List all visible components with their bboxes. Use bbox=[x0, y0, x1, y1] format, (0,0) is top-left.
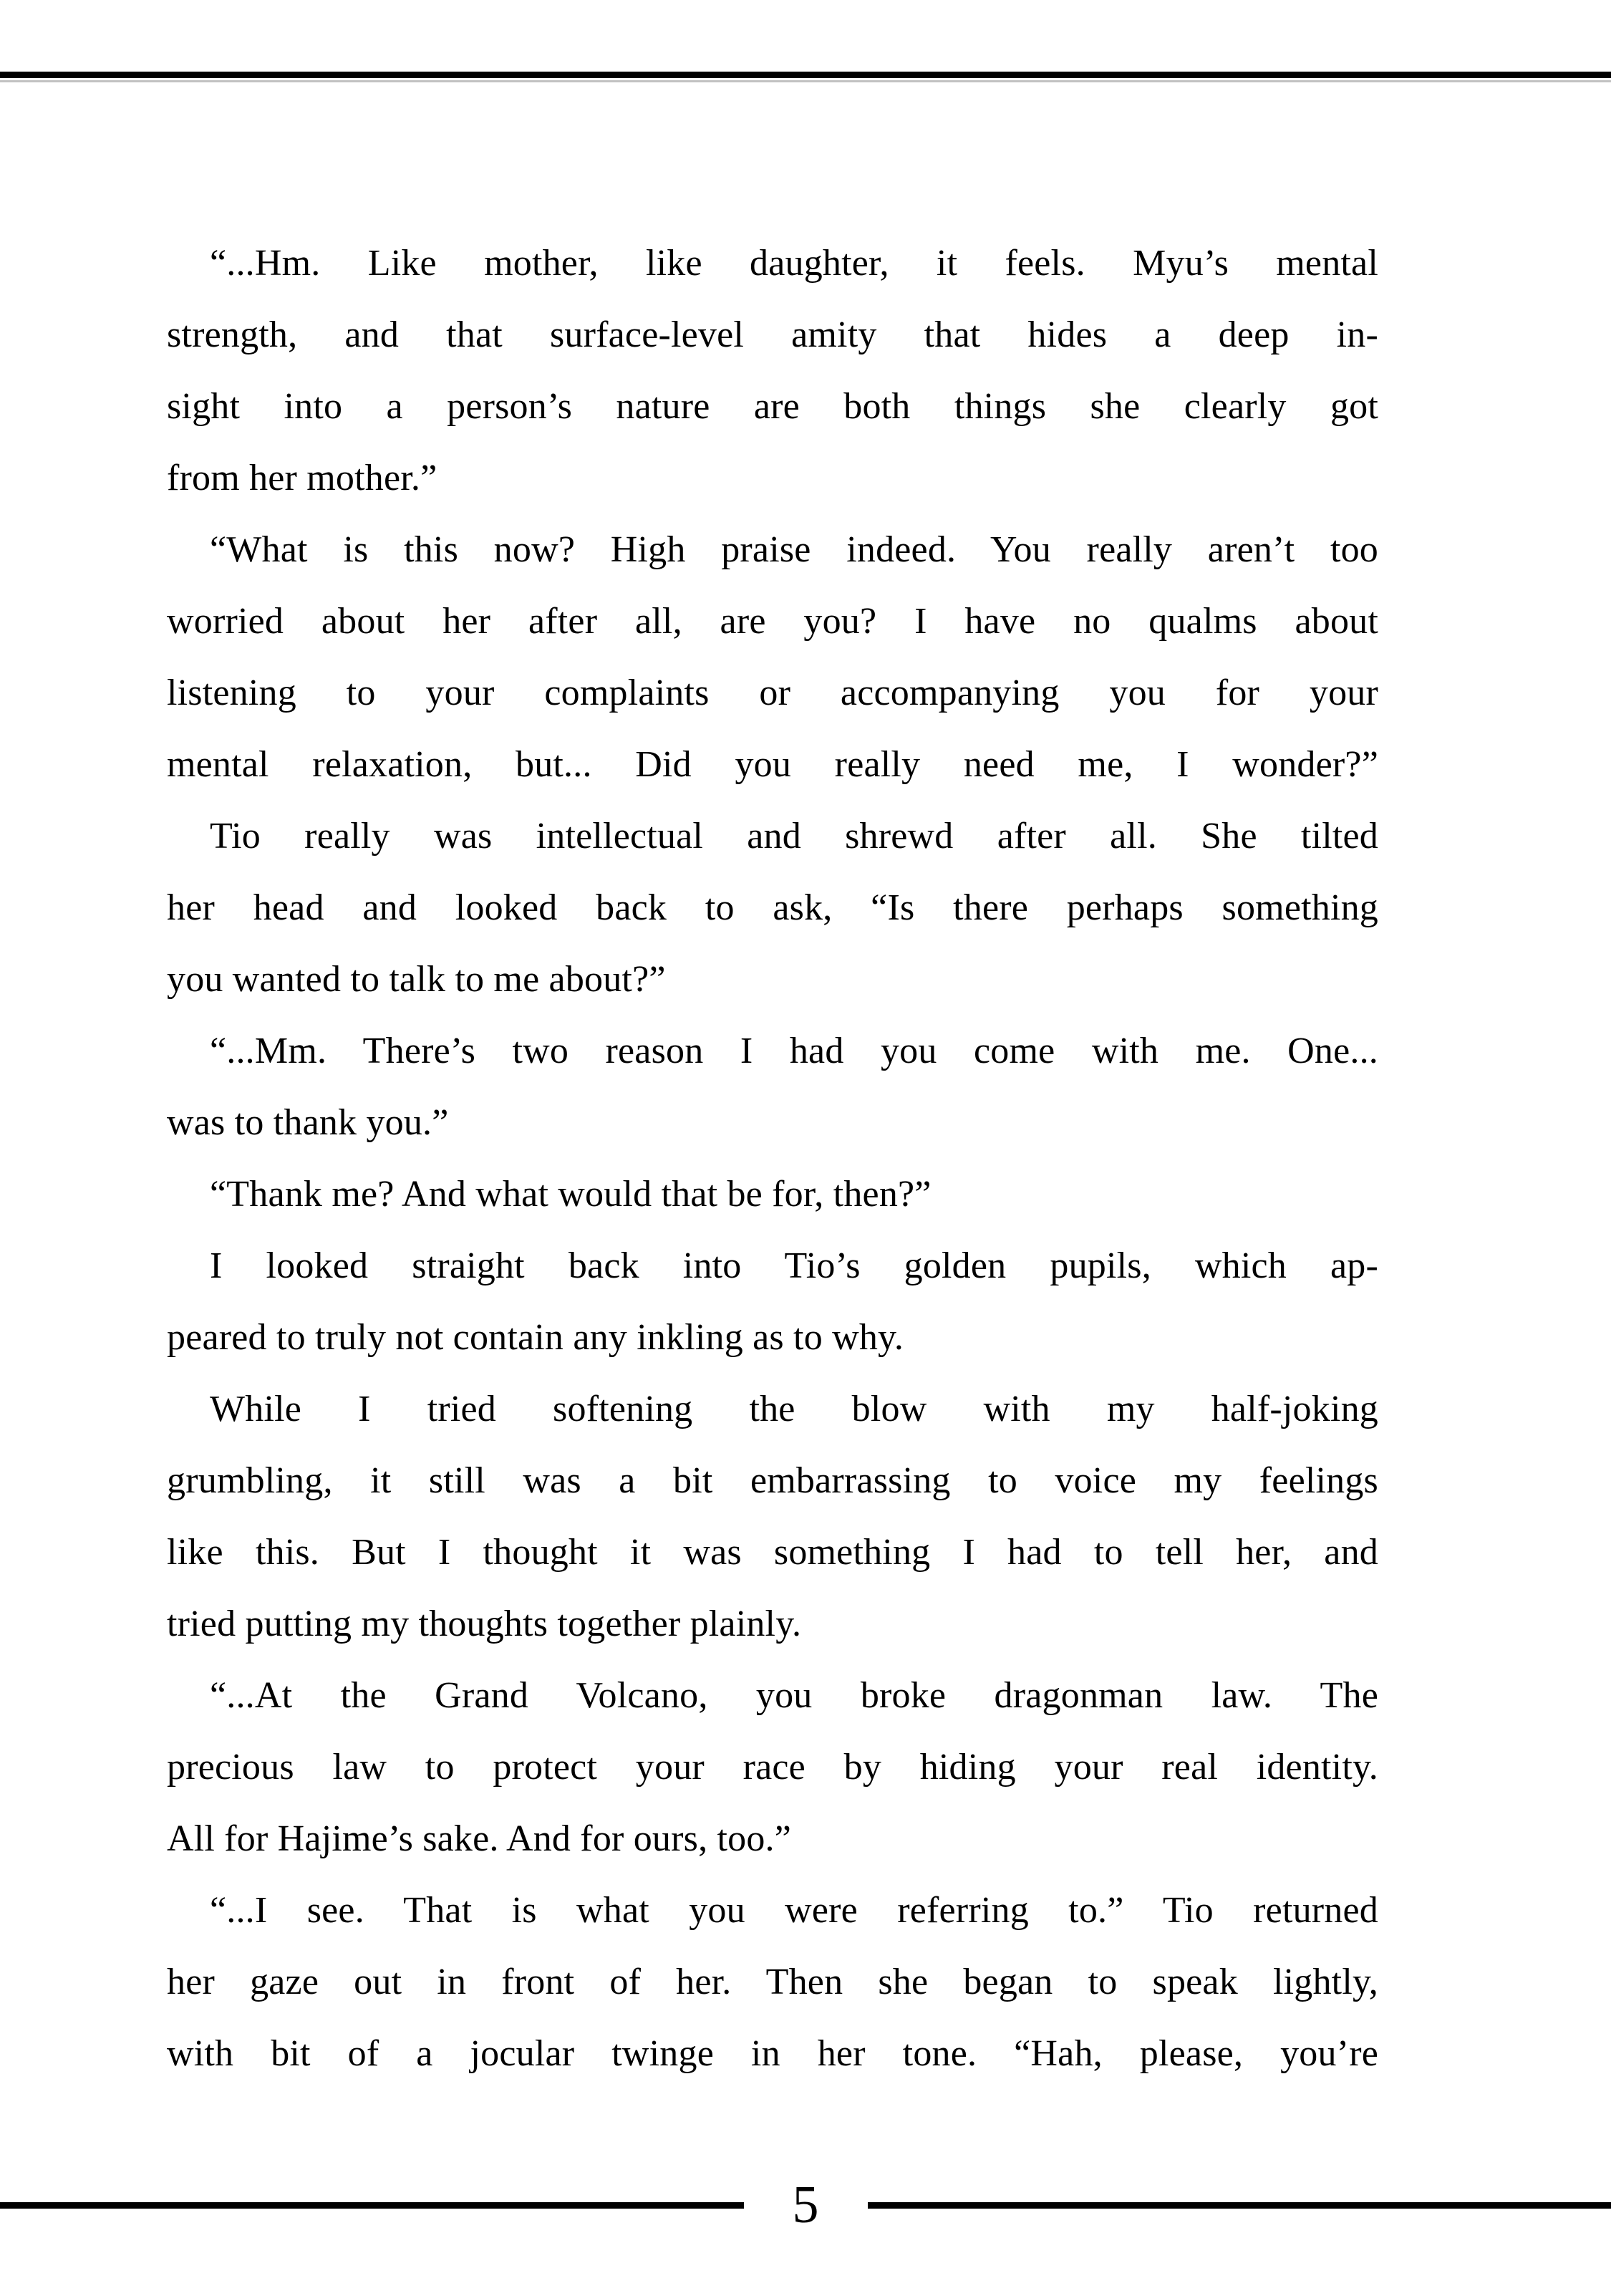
text-line: I looked straight back into Tio’s golden pupils, which ap- bbox=[210, 1245, 1378, 1286]
text-line: “...At the Grand Volcano, you broke dragonman law. The bbox=[210, 1675, 1378, 1716]
text-line: like this. But I thought it was something I had to tell her, and bbox=[167, 1532, 1378, 1573]
footer bbox=[0, 2176, 1611, 2234]
text-line: precious law to protect your race by hiding your real identity. bbox=[167, 1747, 1378, 1788]
text-line: with bit of a jocular twinge in her tone. “Hah, please, you’re bbox=[167, 2033, 1378, 2074]
footer-rule-right bbox=[868, 2202, 1611, 2209]
footer-rule-left bbox=[0, 2202, 744, 2209]
text-line: tried putting my thoughts together plainly. bbox=[167, 1603, 802, 1644]
text-line: you wanted to talk to me about?” bbox=[167, 959, 666, 1000]
text-line: her head and looked back to ask, “Is there perhaps something bbox=[167, 887, 1378, 928]
text-line: sight into a person’s nature are both things she clearly got bbox=[167, 386, 1378, 427]
text-line: “What is this now? High praise indeed. You really aren’t too bbox=[210, 529, 1378, 570]
text-line: “...Hm. Like mother, like daughter, it feels. Myu’s mental bbox=[210, 243, 1378, 284]
top-rule-shadow bbox=[0, 80, 1611, 82]
text-line: was to thank you.” bbox=[167, 1102, 449, 1143]
text-line: peared to truly not contain any inkling as to why. bbox=[167, 1317, 904, 1358]
page-number: 5 bbox=[792, 2176, 819, 2234]
text-line: grumbling, it still was a bit embarrassing to voice my feelings bbox=[167, 1460, 1378, 1501]
text-line: “...Mm. There’s two reason I had you come with me. One... bbox=[210, 1031, 1378, 1071]
text-line: from her mother.” bbox=[167, 458, 437, 498]
text-line: worried about her after all, are you? I have no qualms about bbox=[167, 601, 1378, 642]
top-rule bbox=[0, 72, 1611, 78]
text-line: her gaze out in front of her. Then she began to speak lightly, bbox=[167, 1962, 1378, 2002]
text-line: “...I see. That is what you were referring to.” Tio returned bbox=[210, 1890, 1378, 1931]
text-line: All for Hajime’s sake. And for ours, too.” bbox=[167, 1818, 792, 1859]
body-text bbox=[167, 228, 1378, 2090]
text-line: “Thank me? And what would that be for, then?” bbox=[210, 1174, 932, 1215]
text-line: While I tried softening the blow with my half-joking bbox=[210, 1389, 1378, 1429]
text-line: Tio really was intellectual and shrewd after all. She tilted bbox=[210, 816, 1378, 857]
text-line: strength, and that surface-level amity that hides a deep in- bbox=[167, 314, 1378, 355]
text-line: mental relaxation, but... Did you really need me, I wonder?” bbox=[167, 744, 1378, 785]
text-line: listening to your complaints or accompanying you for your bbox=[167, 672, 1378, 713]
